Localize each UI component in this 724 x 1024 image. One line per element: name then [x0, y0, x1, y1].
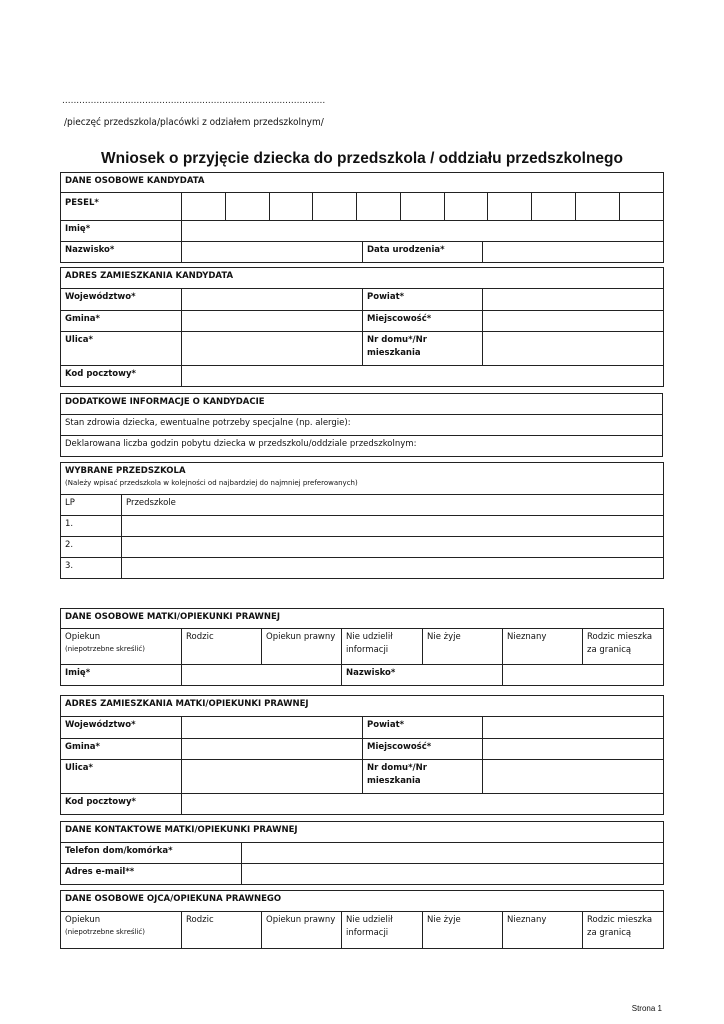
extra-info-table: [60, 393, 663, 457]
pesel-digit-field[interactable]: [488, 193, 532, 220]
mother-option-legal-guardian[interactable]: Opiekun prawny: [262, 629, 342, 665]
street-field[interactable]: [182, 332, 363, 366]
last-name-field[interactable]: [182, 242, 363, 263]
mother-last-name-label: Nazwisko*: [342, 665, 503, 686]
mother-county-label: Powiat*: [363, 717, 483, 739]
father-guardian-label: Opiekun: [65, 915, 101, 925]
mother-house-number-field[interactable]: [483, 760, 664, 794]
father-section-header: DANE OSOBOWE OJCA/OPIEKUNA PRAWNEGO: [61, 891, 664, 912]
preschool-row-number: 2.: [61, 537, 122, 558]
candidate-address-table: [60, 267, 664, 387]
first-name-field[interactable]: [182, 221, 664, 242]
mother-option-parent[interactable]: Rodzic: [182, 629, 262, 665]
preschool-row-number: 3.: [61, 558, 122, 579]
lp-column-header: LP: [61, 495, 122, 516]
pesel-digit-field[interactable]: [357, 193, 401, 220]
pesel-digit-field[interactable]: [225, 193, 269, 220]
mother-table: [60, 608, 664, 686]
father-table: [60, 890, 664, 949]
preschool-choice-field[interactable]: [122, 516, 664, 537]
mother-email-label: Adres e-mail**: [61, 864, 242, 885]
pesel-digit-field[interactable]: [619, 193, 663, 220]
extra-info-section-header: DODATKOWE INFORMACJE O KANDYDACIE: [61, 394, 663, 415]
mother-first-name-label: Imię*: [61, 665, 182, 686]
candidate-table: [60, 172, 664, 263]
house-number-field[interactable]: [483, 332, 664, 366]
mother-address-table: [60, 695, 664, 815]
pesel-digit-field[interactable]: [182, 193, 226, 220]
preschools-table: [60, 462, 664, 579]
stamp-caption: /pieczęć przedszkola/placówki z odziałem przedszkolnym/: [64, 117, 324, 128]
health-info-field[interactable]: Stan zdrowia dziecka, ewentualne potrzeby specjalne (np. alergie):: [61, 415, 663, 436]
mother-first-name-field[interactable]: [182, 665, 342, 686]
locality-label: Miejscowość*: [363, 311, 483, 332]
mother-commune-field[interactable]: [182, 739, 363, 760]
page-title: Wniosek o przyjęcie dziecka do przedszkola / oddziału przedszkolnego: [101, 150, 623, 167]
birth-date-label: Data urodzenia*: [363, 242, 483, 263]
father-option-no-info[interactable]: Nie udzielił informacji: [342, 912, 423, 949]
mother-street-label: Ulica*: [61, 760, 182, 794]
father-option-parent[interactable]: Rodzic: [182, 912, 262, 949]
locality-field[interactable]: [483, 311, 664, 332]
candidate-section-header: DANE OSOBOWE KANDYDATA: [61, 173, 664, 193]
father-option-deceased[interactable]: Nie żyje: [423, 912, 503, 949]
mother-phone-field[interactable]: [242, 843, 664, 864]
hours-info-field[interactable]: Deklarowana liczba godzin pobytu dziecka w przedszkolu/oddziale przedszkolnym:: [61, 436, 663, 457]
pesel-digit-field[interactable]: [532, 193, 576, 220]
mother-address-section-header: ADRES ZAMIESZKANIA MATKI/OPIEKUNKI PRAWNEJ: [61, 696, 664, 717]
mother-contact-section-header: DANE KONTAKTOWE MATKI/OPIEKUNKI PRAWNEJ: [61, 822, 664, 843]
mother-street-field[interactable]: [182, 760, 363, 794]
first-name-label: Imię*: [61, 221, 182, 242]
mother-house-number-label: Nr domu*/Nr mieszkania: [363, 760, 483, 794]
mother-voivodeship-label: Województwo*: [61, 717, 182, 739]
street-label: Ulica*: [61, 332, 182, 366]
house-number-label: Nr domu*/Nr mieszkania: [363, 332, 483, 366]
mother-email-field[interactable]: [242, 864, 664, 885]
mother-option-deceased[interactable]: Nie żyje: [423, 629, 503, 665]
commune-field[interactable]: [182, 311, 363, 332]
pesel-digit-field[interactable]: [313, 193, 357, 220]
mother-voivodeship-field[interactable]: [182, 717, 363, 739]
father-option-legal-guardian[interactable]: Opiekun prawny: [262, 912, 342, 949]
pesel-digit-field[interactable]: [269, 193, 313, 220]
mother-phone-label: Telefon dom/komórka*: [61, 843, 242, 864]
mother-locality-field[interactable]: [483, 739, 664, 760]
mother-postal-code-field[interactable]: [182, 794, 664, 815]
voivodeship-field[interactable]: [182, 289, 363, 311]
preschool-choice-field[interactable]: [122, 558, 664, 579]
voivodeship-label: Województwo*: [61, 289, 182, 311]
preschools-note: (Należy wpisać przedszkola w kolejności od najbardziej do najmniej preferowanych): [65, 479, 358, 487]
father-option-abroad[interactable]: Rodzic mieszka za granicą: [583, 912, 664, 949]
preschool-column-header: Przedszkole: [122, 495, 664, 516]
stamp-dotted-line: ............................................................................................: [62, 96, 326, 106]
birth-date-field[interactable]: [483, 242, 664, 263]
mother-guardian-note: (niepotrzebne skreślić): [65, 645, 146, 653]
mother-locality-label: Miejscowość*: [363, 739, 483, 760]
pesel-label: PESEL*: [61, 193, 182, 220]
page-number: Strona 1: [631, 1004, 662, 1013]
mother-section-header: DANE OSOBOWE MATKI/OPIEKUNKI PRAWNEJ: [61, 609, 664, 629]
commune-label: Gmina*: [61, 311, 182, 332]
county-field[interactable]: [483, 289, 664, 311]
mother-county-field[interactable]: [483, 717, 664, 739]
father-guardian-note: (niepotrzebne skreślić): [65, 928, 146, 936]
mother-postal-code-label: Kod pocztowy*: [61, 794, 182, 815]
mother-contact-table: [60, 821, 664, 885]
pesel-digit-field[interactable]: [575, 193, 619, 220]
postal-code-field[interactable]: [182, 366, 664, 387]
mother-guardian-label: Opiekun: [65, 632, 101, 642]
pesel-digit-field[interactable]: [444, 193, 488, 220]
postal-code-label: Kod pocztowy*: [61, 366, 182, 387]
mother-option-abroad[interactable]: Rodzic mieszka za granicą: [583, 629, 664, 665]
pesel-digit-field[interactable]: [400, 193, 444, 220]
mother-commune-label: Gmina*: [61, 739, 182, 760]
county-label: Powiat*: [363, 289, 483, 311]
candidate-address-section-header: ADRES ZAMIESZKANIA KANDYDATA: [61, 268, 664, 289]
preschools-section-header: WYBRANE PRZEDSZKOLA: [65, 466, 186, 476]
preschool-row-number: 1.: [61, 516, 122, 537]
father-option-unknown[interactable]: Nieznany: [503, 912, 583, 949]
mother-option-unknown[interactable]: Nieznany: [503, 629, 583, 665]
last-name-label: Nazwisko*: [61, 242, 182, 263]
preschool-choice-field[interactable]: [122, 537, 664, 558]
mother-option-no-info[interactable]: Nie udzielił informacji: [342, 629, 423, 665]
mother-last-name-field[interactable]: [503, 665, 664, 686]
